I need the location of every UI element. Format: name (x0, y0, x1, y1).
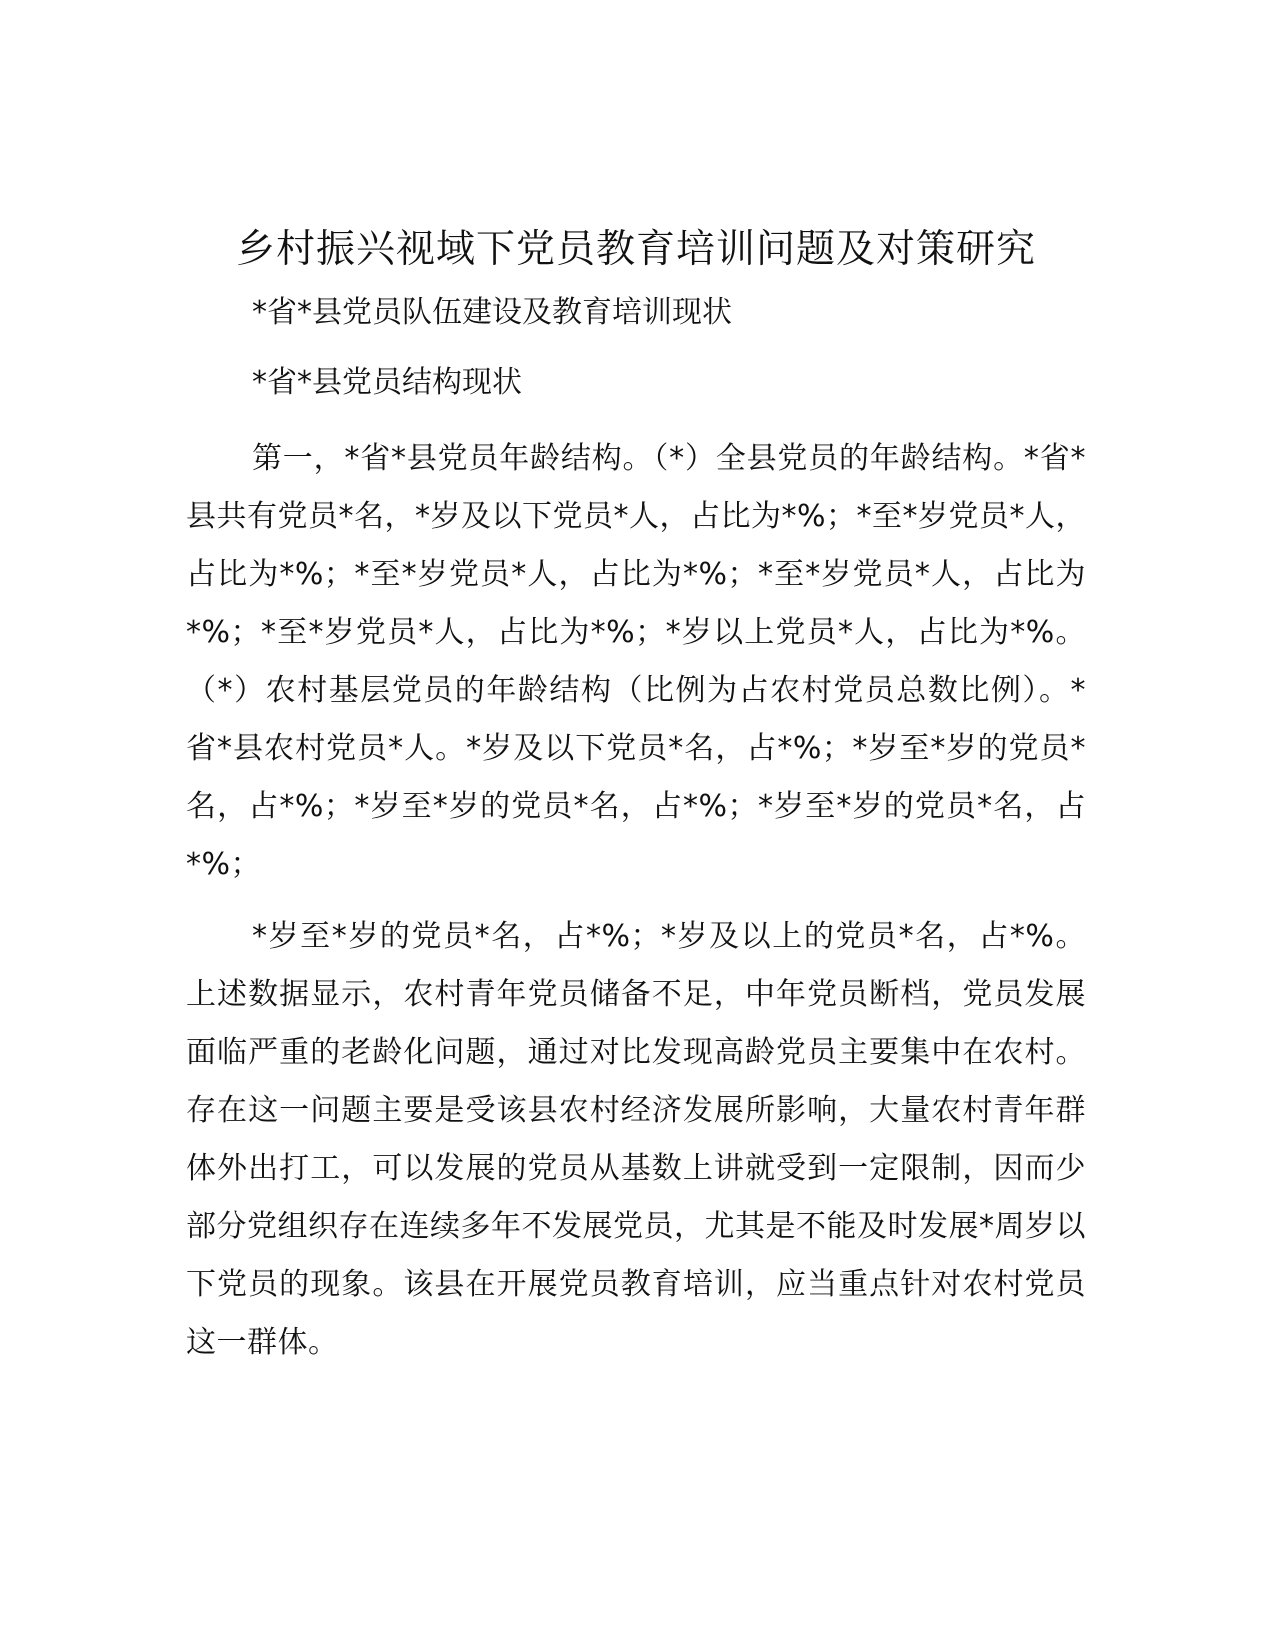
paragraph: *岁至*岁的党员*名，占*%；*岁及以上的党员*名，占*%。上述数据显示，农村青年党员储备不足，中年党员断档，党员发展面临严重的老龄化问题，通过对比发现高龄党员主要集中在农村。存在这一问题主要是受该县农村经济发展所影响，大量农村青年群体外出打工，可以发展的党员从基数上讲就受到一定限制，因而少部分党组织存在连续多年不发展党员，尤其是不能及时发展*周岁以下党员的现象。该县在开展党员教育培训，应当重点针对农村党员这一群体。 (186, 919, 1086, 1360)
section-heading: *省*县党员队伍建设及教育培训现状 (252, 295, 732, 330)
document-body (186, 222, 1086, 1386)
document-title: 乡村振兴视域下党员教育培训问题及对策研究 (235, 227, 1036, 272)
subsection-heading: *省*县党员结构现状 (252, 365, 522, 400)
paragraph: 第一，*省*县党员年龄结构。（*）全县党员的年龄结构。*省*县共有党员*名，*岁及以下党员*人，占比为*%；*至*岁党员*人，占比为*%；*至*岁党员*人，占比为*%；*至*岁党员*人，占比为*%；*至*岁党员*人，占比为*%；*岁以上党员*人，占比为*%。（*）农村基层党员的年龄结构（比例为占农村党员总数比例）。*省*县农村党员*人。*岁及以下党员*名，占*%；*岁至*岁的党员*名，占*%；*岁至*岁的党员*名，占*%；*岁至*岁的党员*名，占*%； (186, 441, 1087, 882)
